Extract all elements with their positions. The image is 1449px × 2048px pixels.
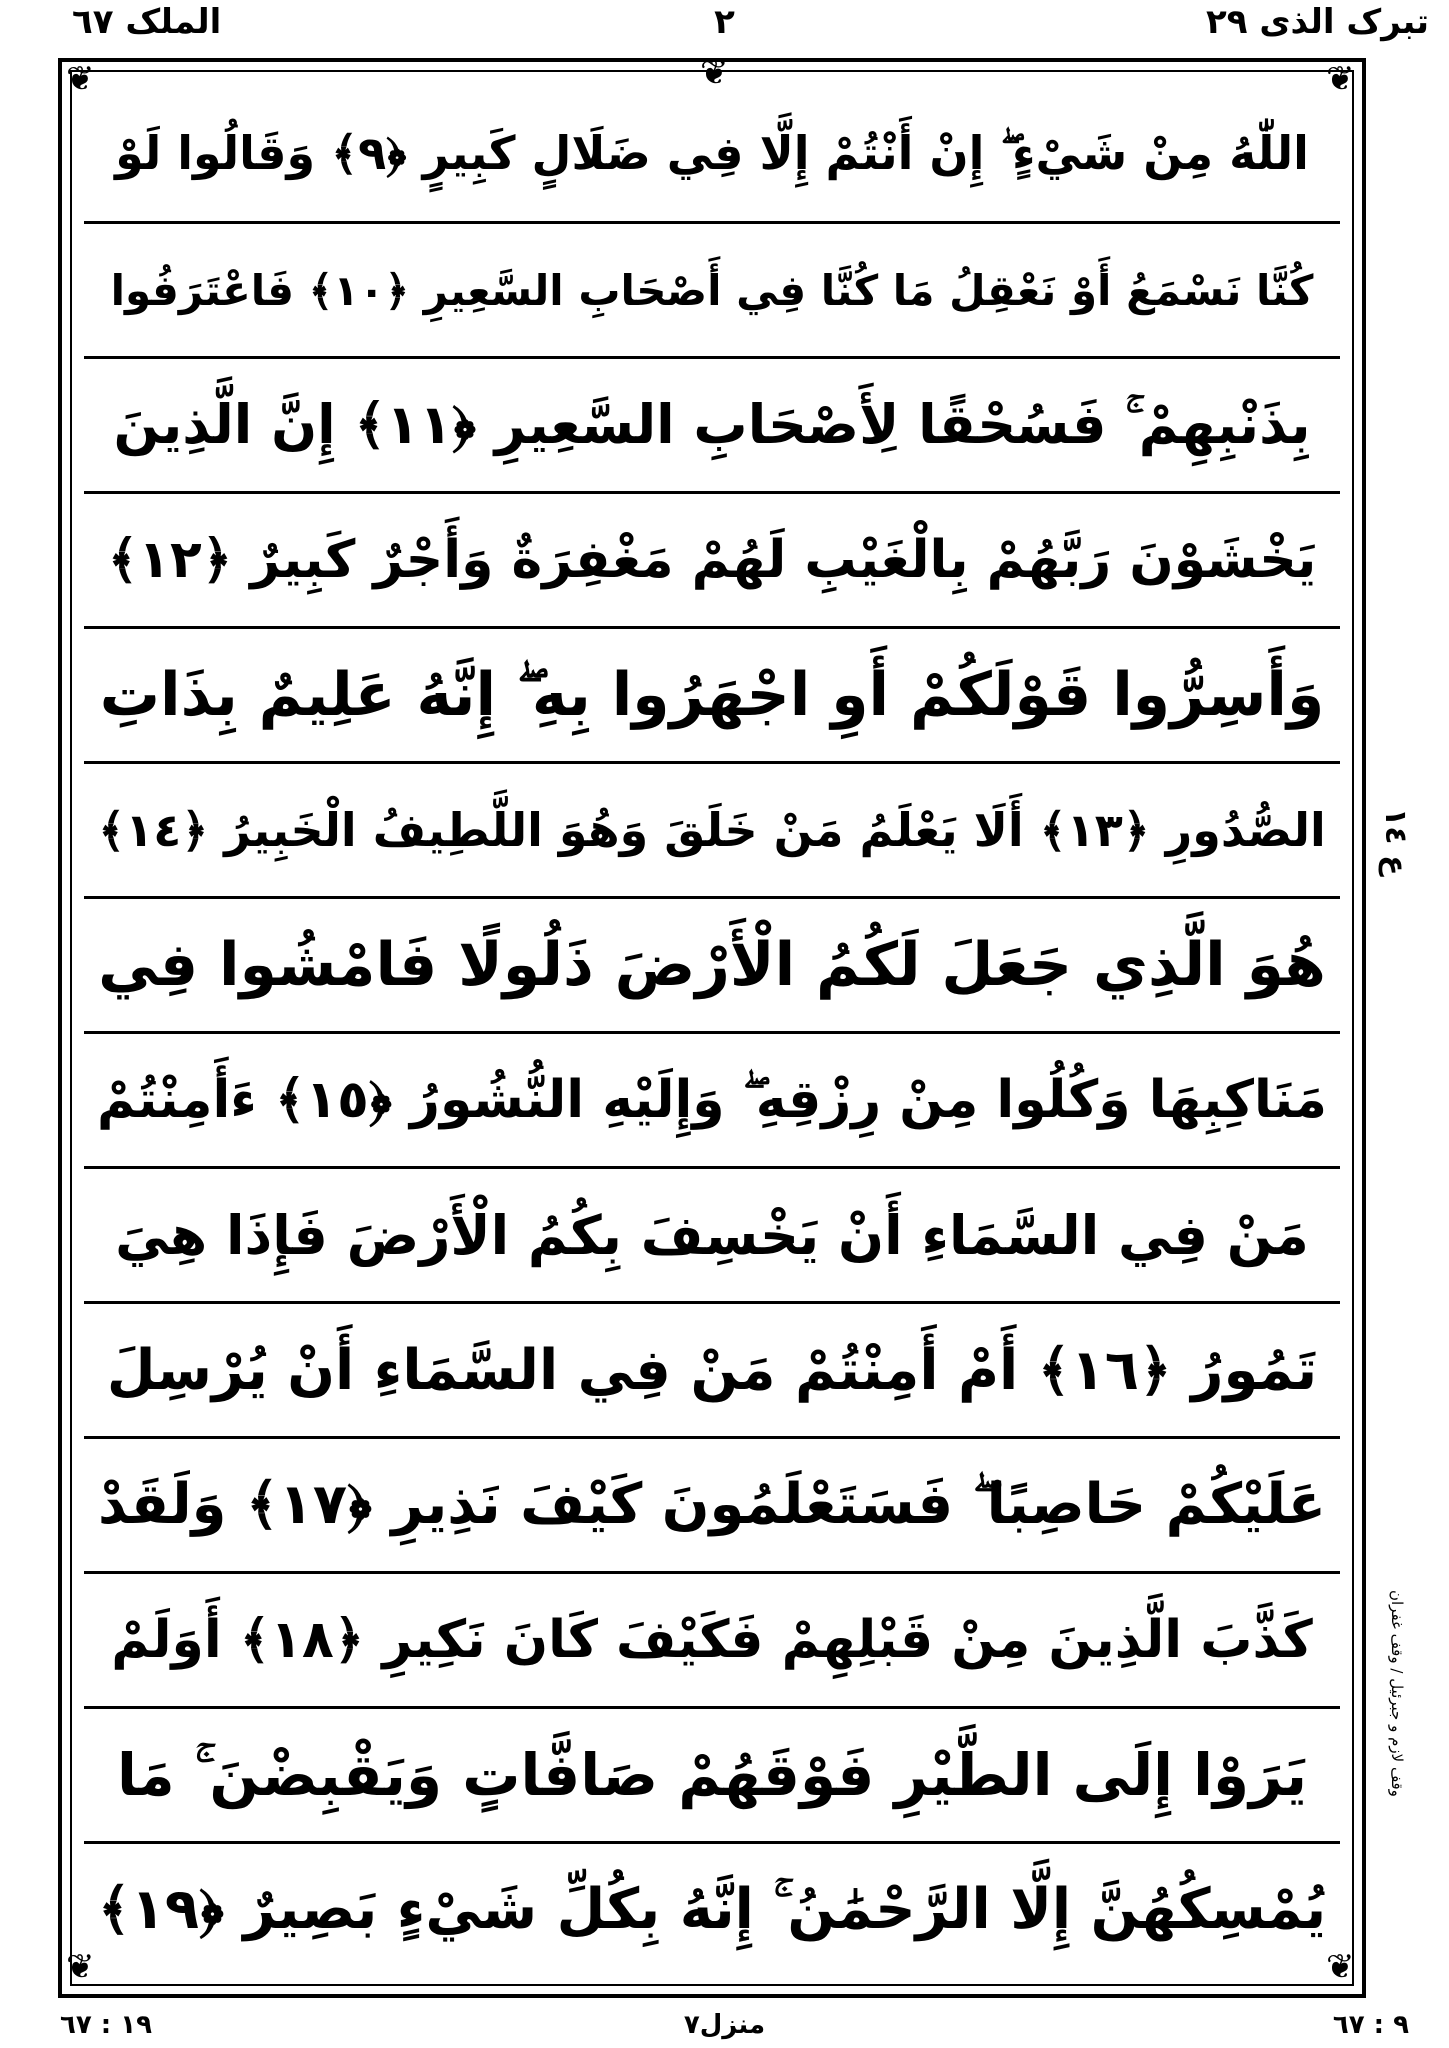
text-line bbox=[84, 626, 1340, 761]
text-line bbox=[84, 221, 1340, 356]
line-text: كُنَّا نَسْمَعُ أَوْ نَعْقِلُ مَا كُنَّا فِي أَصْحَابِ السَّعِيرِ ﴿١٠﴾ فَاعْتَرَفُوا bbox=[110, 265, 1314, 315]
text-line bbox=[84, 761, 1340, 896]
corner-ornament-icon: ❦ bbox=[1326, 59, 1355, 99]
text-block bbox=[84, 86, 1340, 1976]
footer-verse-start: ٩ : ٦٧ bbox=[1332, 2010, 1409, 2040]
footer-manzil: منزل٧ bbox=[683, 2010, 766, 2040]
page-number: ٢ bbox=[714, 2, 735, 42]
corner-ornament-icon: ❦ bbox=[1326, 1947, 1355, 1987]
line-text: بِذَنْبِهِمْ ۚ فَسُحْقًا لِأَصْحَابِ السَّعِيرِ ﴿١١﴾ إِنَّ الَّذِينَ bbox=[113, 393, 1311, 456]
text-line bbox=[84, 1301, 1340, 1436]
text-line bbox=[84, 86, 1340, 221]
footer-verse-end: ١٩ : ٦٧ bbox=[60, 2010, 153, 2040]
text-line bbox=[84, 1706, 1340, 1841]
text-line bbox=[84, 1031, 1340, 1166]
top-ornament-icon: ❦ bbox=[700, 53, 729, 93]
line-text: الصُّدُورِ ﴿١٣﴾ أَلَا يَعْلَمُ مَنْ خَلَقَ وَهُوَ اللَّطِيفُ الْخَبِيرُ ﴿١٤﴾ bbox=[98, 803, 1326, 857]
line-text: هُوَ الَّذِي جَعَلَ لَكُمُ الْأَرْضَ ذَلُولًا فَامْشُوا فِي bbox=[98, 930, 1326, 1000]
line-text: عَلَيْكُمْ حَاصِبًا ۖ فَسَتَعْلَمُونَ كَيْفَ نَذِيرِ ﴿١٧﴾ وَلَقَدْ bbox=[97, 1472, 1327, 1537]
text-line bbox=[84, 1841, 1340, 1976]
ruku-marker: ع ١٤ bbox=[1378, 808, 1413, 876]
text-line bbox=[84, 1571, 1340, 1706]
text-line bbox=[84, 491, 1340, 626]
line-text: تَمُورُ ﴿١٦﴾ أَمْ أَمِنْتُمْ مَنْ فِي السَّمَاءِ أَنْ يُرْسِلَ bbox=[106, 1337, 1318, 1403]
waqf-note: وقف لازم و جبرئیل / وقف غفران bbox=[1388, 1590, 1406, 1797]
juz-title: تبرک الذی ٢٩ bbox=[1205, 2, 1429, 42]
line-text: اللّٰهُ مِنْ شَيْءٍ ۖ إِنْ أَنْتُمْ إِلَّا فِي ضَلَالٍ كَبِيرٍ ﴿٩﴾ وَقَالُوا لَوْ bbox=[115, 125, 1309, 180]
line-text: يَرَوْا إِلَى الطَّيْرِ فَوْقَهُمْ صَافَّاتٍ وَيَقْبِضْنَ ۚ مَا bbox=[117, 1740, 1307, 1809]
corner-ornament-icon: ❦ bbox=[66, 1947, 95, 1987]
line-text: يُمْسِكُهُنَّ إِلَّا الرَّحْمَٰنُ ۚ إِنَّهُ بِكُلِّ شَيْءٍ بَصِيرٌ ﴿١٩﴾ bbox=[97, 1877, 1327, 1942]
text-line bbox=[84, 356, 1340, 491]
line-text: مَنْ فِي السَّمَاءِ أَنْ يَخْسِفَ بِكُمُ الْأَرْضَ فَإِذَا هِيَ bbox=[115, 1203, 1309, 1267]
line-text: كَذَّبَ الَّذِينَ مِنْ قَبْلِهِمْ فَكَيْفَ كَانَ نَكِيرِ ﴿١٨﴾ أَوَلَمْ bbox=[111, 1610, 1313, 1670]
line-text: يَخْشَوْنَ رَبَّهُمْ بِالْغَيْبِ لَهُمْ مَغْفِرَةٌ وَأَجْرٌ كَبِيرٌ ﴿١٢﴾ bbox=[107, 530, 1317, 590]
text-line bbox=[84, 1436, 1340, 1571]
surah-title: الملک ٦٧ bbox=[72, 2, 222, 42]
corner-ornament-icon: ❦ bbox=[66, 59, 95, 99]
line-text: وَأَسِرُّوا قَوْلَكُمْ أَوِ اجْهَرُوا بِهِ ۖ إِنَّهُ عَلِيمٌ بِذَاتِ bbox=[99, 660, 1325, 730]
line-text: مَنَاكِبِهَا وَكُلُوا مِنْ رِزْقِهِ ۖ وَإِلَيْهِ النُّشُورُ ﴿١٥﴾ ءَأَمِنْتُمْ bbox=[97, 1069, 1327, 1130]
text-line bbox=[84, 1166, 1340, 1301]
text-line bbox=[84, 896, 1340, 1031]
